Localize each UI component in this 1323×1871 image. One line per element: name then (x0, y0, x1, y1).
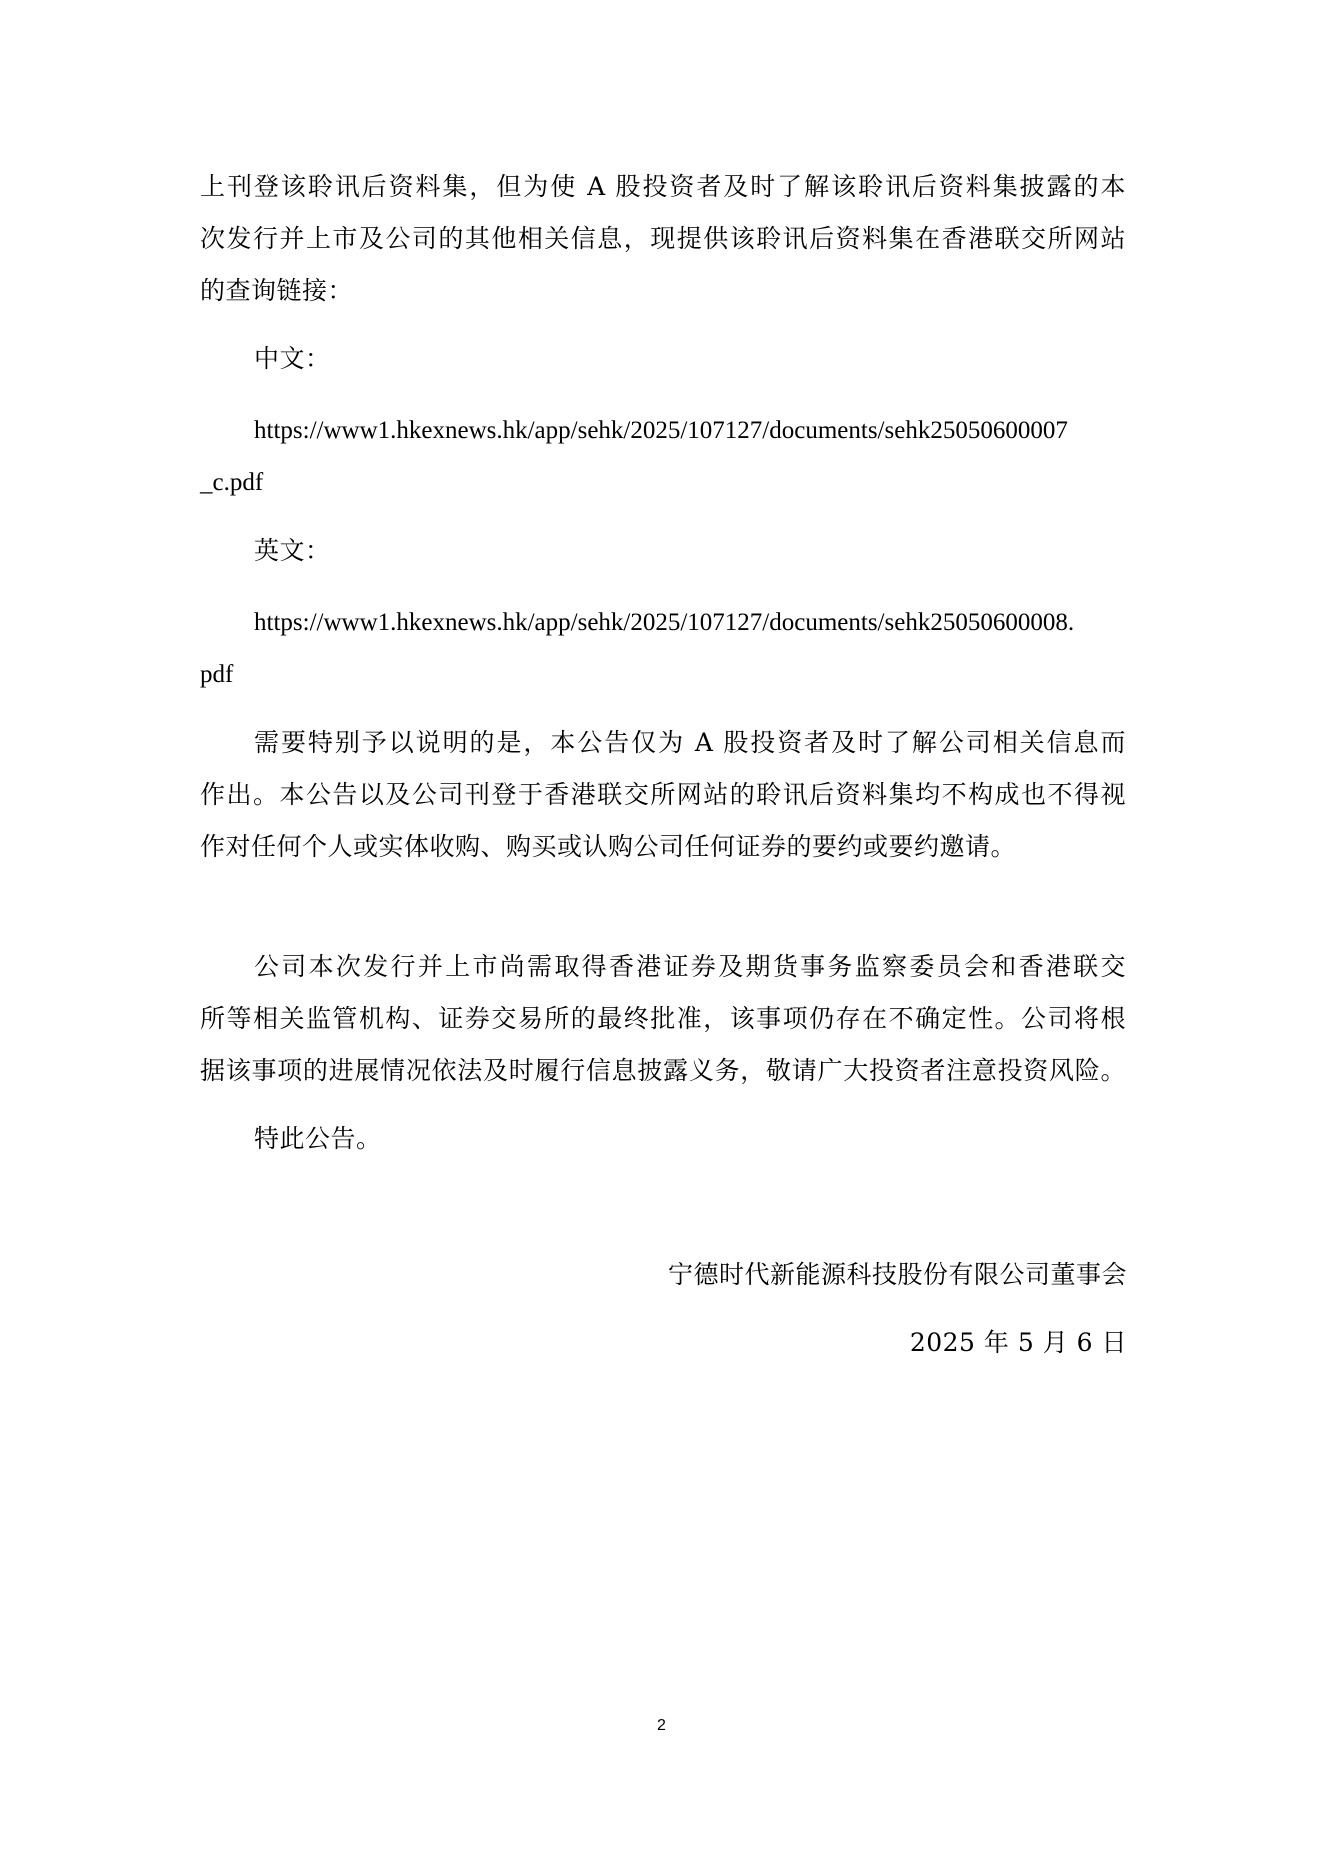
paragraph1-line3: 的查询链接： (200, 276, 354, 305)
paragraph1-line1: 上刊登该聆讯后资料集，但为使 A 股投资者及时了解该聆讯后资料集披露的本 (200, 172, 1126, 201)
page-number: 2 (657, 1717, 666, 1734)
paragraph3-line1: 公司本次发行并上市尚需取得香港证券及期货事务监察委员会和香港联交 (254, 952, 1126, 981)
closing-statement: 特此公告。 (254, 1124, 382, 1153)
chinese-link-line2[interactable]: _c.pdf (200, 469, 264, 496)
date: 2025 年 5 月 6 日 (909, 1328, 1127, 1357)
paragraph2-line2: 作出。本公告以及公司刊登于香港联交所网站的聆讯后资料集均不构成也不得视 (200, 780, 1126, 809)
chinese-link-line1[interactable]: https://www1.hkexnews.hk/app/sehk/2025/107127/documents/sehk25050600007 (254, 417, 1068, 444)
paragraph3-line2: 所等相关监管机构、证券交易所的最终批准，该事项仍存在不确定性。公司将根 (200, 1004, 1126, 1033)
chinese-link-label: 中文： (254, 344, 331, 373)
english-link-label: 英文： (254, 536, 331, 565)
signature: 宁德时代新能源科技股份有限公司董事会 (667, 1260, 1127, 1289)
paragraph3-line3: 据该事项的进展情况依法及时履行信息披露义务，敬请广大投资者注意投资风险。 (200, 1056, 1126, 1085)
paragraph2-line1: 需要特别予以说明的是，本公告仅为 A 股投资者及时了解公司相关信息而 (254, 728, 1126, 757)
english-link-line2[interactable]: pdf (200, 661, 234, 688)
paragraph2-line3: 作对任何个人或实体收购、购买或认购公司任何证券的要约或要约邀请。 (200, 832, 1017, 861)
paragraph1-line2: 次发行并上市及公司的其他相关信息，现提供该聆讯后资料集在香港联交所网站 (200, 224, 1126, 253)
english-link-line1[interactable]: https://www1.hkexnews.hk/app/sehk/2025/107127/documents/sehk25050600008. (254, 609, 1075, 636)
